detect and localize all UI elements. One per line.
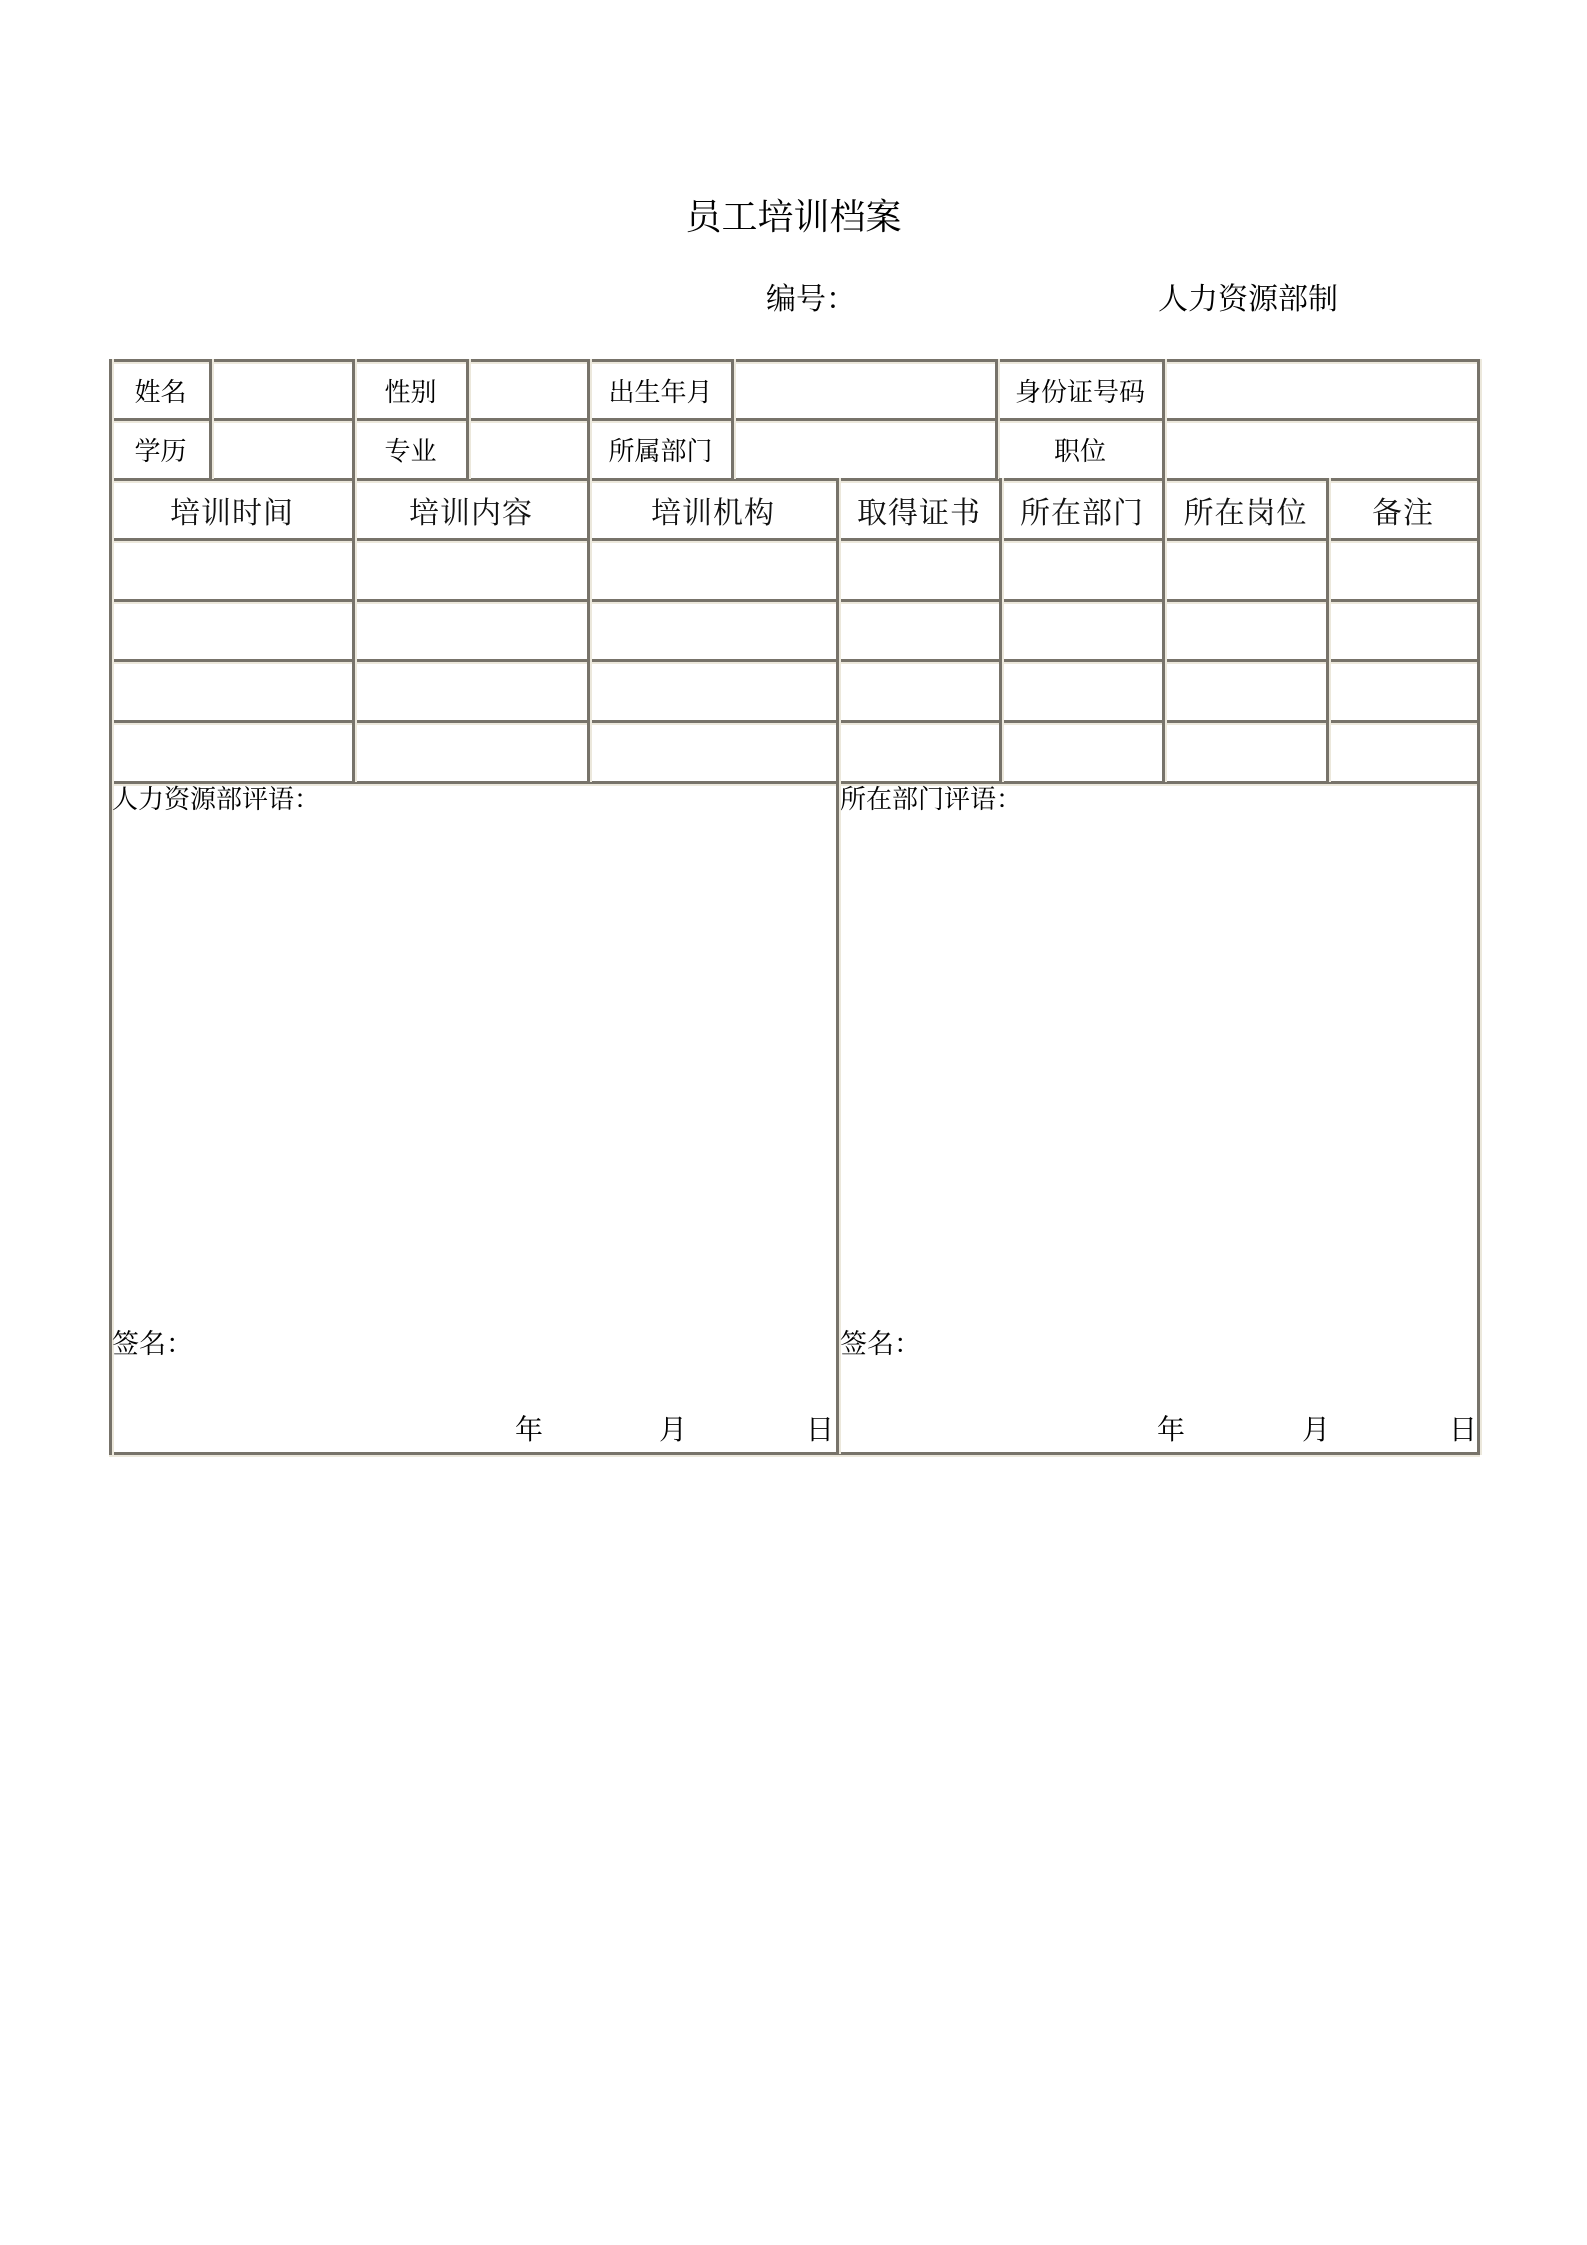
header-certificate: 取得证书 bbox=[857, 495, 981, 531]
certificate-cell[interactable] bbox=[839, 541, 999, 599]
header-remarks: 备注 bbox=[1372, 495, 1434, 531]
label-name: 姓名 bbox=[134, 377, 187, 408]
training-time-cell[interactable] bbox=[112, 541, 352, 599]
dept-comment-label: 所在部门评语： bbox=[840, 785, 1023, 815]
dept-date-day: 日 bbox=[1449, 1413, 1478, 1446]
hr-comment-label: 人力资源部评语： bbox=[112, 785, 321, 815]
certificate-cell[interactable] bbox=[839, 602, 999, 659]
remarks-cell[interactable] bbox=[1329, 541, 1477, 599]
training-time-cell[interactable] bbox=[112, 602, 352, 659]
department-cell[interactable] bbox=[1002, 662, 1162, 720]
training-time-cell[interactable] bbox=[112, 662, 352, 720]
dept-signature-label: 签名： bbox=[840, 1329, 921, 1360]
department-cell[interactable] bbox=[1002, 602, 1162, 659]
header-training-institution: 培训机构 bbox=[651, 495, 775, 531]
label-department: 所属部门 bbox=[608, 437, 713, 467]
gender-field[interactable] bbox=[469, 362, 587, 418]
table-border-right bbox=[1477, 359, 1480, 1455]
training-content-cell[interactable] bbox=[355, 662, 587, 720]
document-title: 员工培训档案 bbox=[685, 197, 902, 238]
department-cell[interactable] bbox=[1002, 541, 1162, 599]
remarks-cell[interactable] bbox=[1329, 723, 1477, 781]
header-training-content: 培训内容 bbox=[409, 495, 533, 531]
header-post: 所在岗位 bbox=[1183, 495, 1308, 531]
hr-comment-field[interactable] bbox=[112, 820, 836, 1320]
hr-date-day: 日 bbox=[806, 1413, 835, 1446]
education-field[interactable] bbox=[212, 421, 352, 478]
remarks-cell[interactable] bbox=[1329, 602, 1477, 659]
training-institution-cell[interactable] bbox=[590, 662, 836, 720]
training-institution-cell[interactable] bbox=[590, 602, 836, 659]
department-field[interactable] bbox=[734, 421, 995, 478]
hr-signature-label: 签名： bbox=[112, 1329, 193, 1360]
label-id-number: 身份证号码 bbox=[1014, 377, 1145, 408]
table-border-bottom bbox=[109, 1452, 1480, 1455]
dept-date-year: 年 bbox=[1157, 1413, 1186, 1446]
label-education: 学历 bbox=[134, 437, 187, 467]
post-cell[interactable] bbox=[1165, 541, 1326, 599]
birth-date-field[interactable] bbox=[734, 362, 995, 418]
position-field[interactable] bbox=[1165, 421, 1477, 478]
major-field[interactable] bbox=[469, 421, 587, 478]
label-gender: 性别 bbox=[384, 377, 437, 408]
remarks-cell[interactable] bbox=[1329, 662, 1477, 720]
issuer-label: 人力资源部制 bbox=[1158, 282, 1338, 317]
department-cell[interactable] bbox=[1002, 723, 1162, 781]
training-content-cell[interactable] bbox=[355, 541, 587, 599]
serial-number-label: 编号： bbox=[766, 282, 856, 317]
dept-comment-field[interactable] bbox=[840, 820, 1476, 1320]
hr-date-month: 月 bbox=[659, 1413, 688, 1446]
label-major: 专业 bbox=[384, 437, 437, 467]
training-institution-cell[interactable] bbox=[590, 541, 836, 599]
label-position: 职位 bbox=[1053, 437, 1106, 467]
dept-date-month: 月 bbox=[1302, 1413, 1331, 1446]
hr-date-year: 年 bbox=[515, 1413, 544, 1446]
post-cell[interactable] bbox=[1165, 723, 1326, 781]
header-training-time: 培训时间 bbox=[170, 495, 294, 531]
post-cell[interactable] bbox=[1165, 662, 1326, 720]
table-rule bbox=[109, 781, 1480, 784]
comments-divider bbox=[836, 781, 839, 1454]
id-number-field[interactable] bbox=[1165, 362, 1477, 418]
training-time-cell[interactable] bbox=[112, 723, 352, 781]
training-institution-cell[interactable] bbox=[590, 723, 836, 781]
certificate-cell[interactable] bbox=[839, 723, 999, 781]
name-field[interactable] bbox=[212, 362, 352, 418]
post-cell[interactable] bbox=[1165, 602, 1326, 659]
label-birth-date: 出生年月 bbox=[608, 377, 713, 408]
training-content-cell[interactable] bbox=[355, 723, 587, 781]
training-content-cell[interactable] bbox=[355, 602, 587, 659]
serial-number-field[interactable] bbox=[880, 282, 1140, 318]
header-department: 所在部门 bbox=[1020, 495, 1144, 531]
certificate-cell[interactable] bbox=[839, 662, 999, 720]
